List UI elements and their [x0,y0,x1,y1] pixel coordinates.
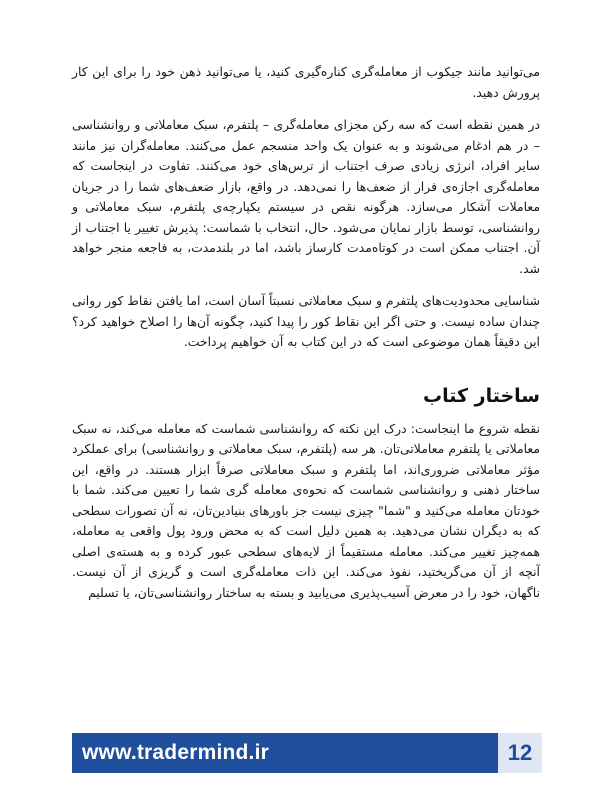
page-number: 12 [498,733,542,773]
paragraph-intro-1: می‌توانید مانند جیکوب از معامله‌گری کناره‌گیری کنید، یا می‌توانید ذهن خود را برای این کار پرورش دهید. [72,64,540,100]
page-footer [72,733,542,773]
footer-website-link[interactable]: www.tradermind.ir [82,741,269,764]
section-heading: ساختار کتاب [423,384,540,407]
paragraph-section-1: نقطه شروع ما اینجاست: درک این نکته که روانشناسی شماست که معامله می‌کند، نه سبک معاملاتی یا پلتفرم معاملاتی‌تان. هر سه (پلتفرم، سبک معاملاتی و روانشناسی) برای عملکرد مؤثر معاملاتی ضروری‌اند، اما پلتفرم و سبک معاملاتی صرفاً ابزار هستند. در واقع، این ساختار ذهنی و روانشناسی شماست که نحوه‌ی معامله گری شما را تعیین می‌کند. شما با خودتان معامله می‌کنید و "شما" چیزی نیست جز باورهای بنیادین‌تان، نه آن تصورات سطحی که به دیگران نشان می‌دهید. به همین دلیل است که به محض ورود پول واقعی به معامله، همه‌چیز تغییر می‌کند. معامله مستقیماً از لایه‌های سطحی عبور کرده و به هسته‌ی اصلی آنچه از آن می‌گریختید، نفوذ می‌کند. این ذات معامله‌گری است و گریزی از آن نیست. ناگهان، خود را در معرض آسیب‌پذیری می‌یابید و بسته به ساختار روانشناسی‌تان، یا تسلیم [72,420,540,600]
paragraph-intro-3: شناسایی محدودیت‌های پلتفرم و سبک معاملاتی نسبتاً آسان است، اما یافتن نقاط کور روانی چندان ساده نیست. و حتی اگر این نقاط کور را پیدا کنید، چگونه آن‌ها را اصلاح خواهید کرد؟ این دقیقاً همان موضوعی است که در این کتاب به آن خواهیم پرداخت. [72,293,540,349]
paragraph-intro-2: در همین نقطه است که سه رکن مجزای معامله‌گری – پلتفرم، سبک معاملاتی و روانشناسی – در هم ادغام می‌شوند و به عنوان یک واحد منسجم عمل می‌کنند. معامله‌گران نیز مانند سایر افراد، انرژی زیادی صرف اجتناب از ترس‌های خود می‌کنند. تفاوت در اینجاست که معامله‌گری اجازه‌ی فرار از ضعف‌ها را نمی‌دهد. در واقع، بازار ضعف‌های شما را در جریان معاملات آشکار می‌سازد. هرگونه نقص در سیستم یکپارچه‌ی پلتفرم، سبک معاملاتی و روانشناسی، توسط بازار نمایان می‌شود. حال، انتخاب با شماست: پذیرش تغییر یا اجتناب از آن. اجتناب ممکن است در کوتاه‌مدت کارساز باشد، اما در بلندمدت، به فاجعه منجر خواهد شد. [72,117,540,276]
page-content [72,62,540,615]
